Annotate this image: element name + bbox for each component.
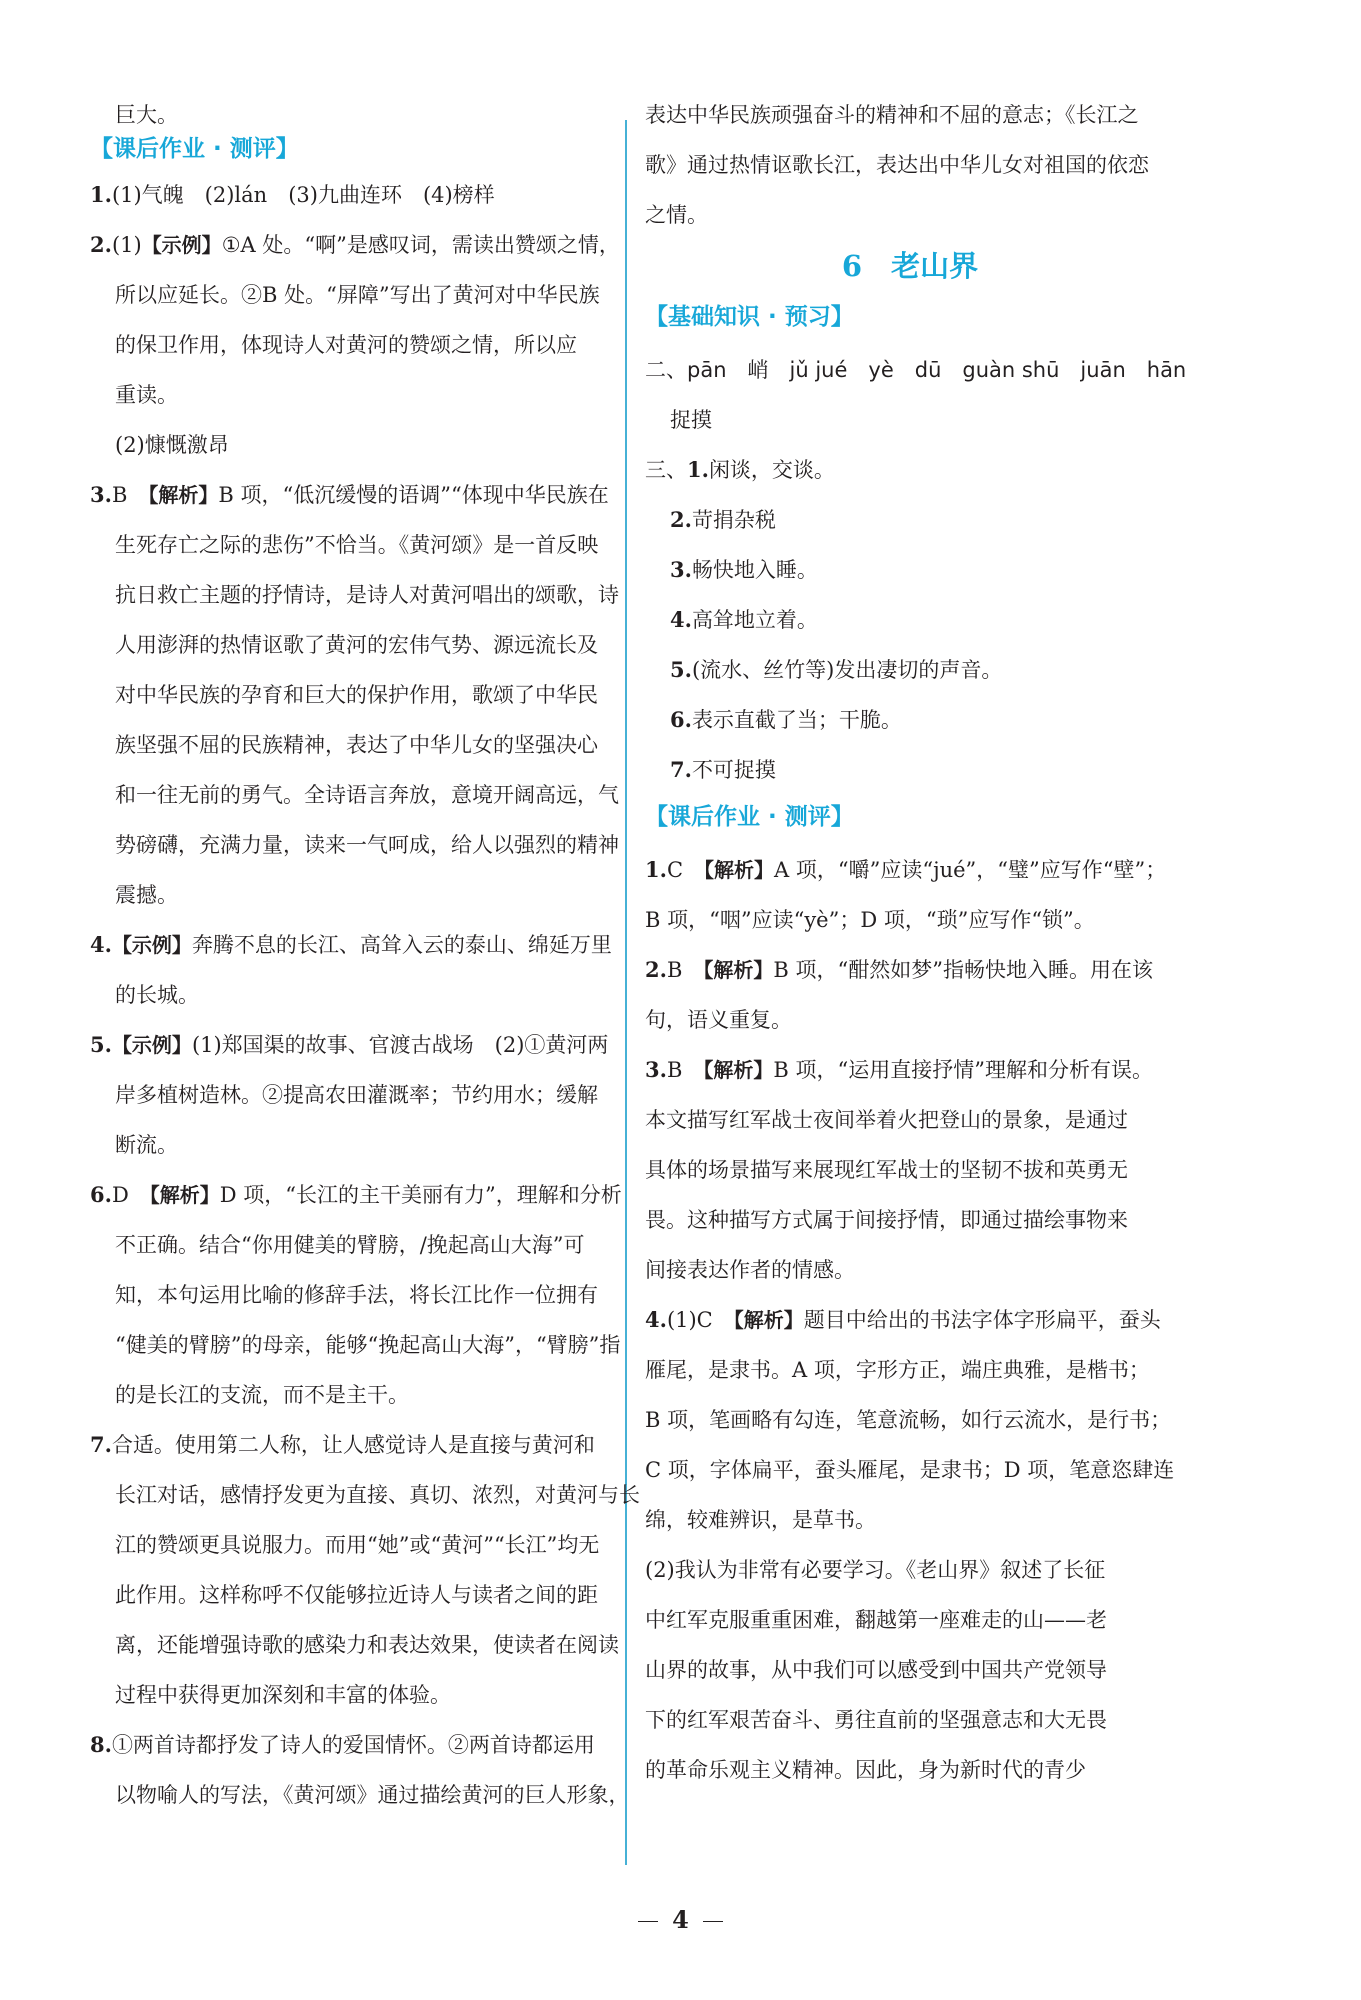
answer-text: 所以应延长。②B 处。“屏障”写出了黄河对中华民族 — [115, 283, 600, 307]
answer-text: A 项，“嚼”应读“jué”，“璧”应写作“壁”； — [774, 858, 1167, 882]
answer-text: (1)郑国渠的故事、官渡古战场 (2)①黄河两 — [191, 1033, 609, 1057]
page-number — [0, 1900, 1361, 1940]
question-number: 2. — [90, 232, 112, 257]
answer-text: B 项，“咽”应读“yè”；D 项，“琐”应写作“锁”。 — [645, 908, 1095, 932]
answer-text: B 项，“低沉缓慢的语调”“体现中华民族在 — [218, 483, 609, 507]
question-number: 3. — [90, 482, 112, 507]
answer-text: 人用澎湃的热情讴歌了黄河的宏伟气势、源远流长及 — [115, 633, 598, 657]
answer-text: 中红军克服重重困难，翻越第一座难走的山——老 — [645, 1608, 1107, 1632]
answer-text: B 项，笔画略有勾连，笔意流畅，如行云流水，是行书； — [645, 1408, 1172, 1432]
answer-text: 本文描写红军战士夜间举着火把登山的景象，是通过 — [645, 1108, 1128, 1132]
answer-text: 表达中华民族顽强奋斗的精神和不屈的意志；《长江之 — [645, 103, 1139, 127]
answer-text: 断流。 — [115, 1133, 178, 1157]
answer-text: 长江对话，感情抒发更为直接、真切、浓烈，对黄河与长 — [115, 1483, 640, 1507]
answer-text: 间接表达作者的情感。 — [645, 1258, 855, 1282]
answer-text: 不可捉摸 — [691, 758, 776, 782]
choice-answer: (1)C — [666, 1308, 734, 1332]
analysis-tag: 【解析】 — [148, 483, 219, 507]
item-number: 4. — [670, 607, 692, 632]
question-number: 6. — [90, 1182, 112, 1207]
example-tag: 【示例】 — [111, 933, 192, 957]
item-number: 6. — [670, 707, 692, 732]
example-tag: 【示例】 — [141, 233, 222, 257]
answer-text: 绵，较难辨识，是草书。 — [645, 1508, 876, 1532]
list-item — [645, 755, 1175, 785]
answer-text: 的革命乐观主义精神。因此，身为新时代的青少 — [645, 1758, 1086, 1782]
part-label: 二、 — [645, 358, 687, 382]
answer-text: 具体的场景描写来展现红军战士的坚韧不拔和英勇无 — [645, 1158, 1128, 1182]
answer-text: 生死存亡之际的悲伤”不恰当。《黄河颂》是一首反映 — [115, 533, 599, 557]
answer-text: 抗日救亡主题的抒情诗，是诗人对黄河唱出的颂歌，诗 — [115, 583, 619, 607]
question-number: 5. — [90, 1032, 112, 1057]
answer-text: (2)我认为非常有必要学习。《老山界》叙述了长征 — [645, 1558, 1106, 1582]
question-number: 1. — [645, 857, 667, 882]
answer-text: 对中华民族的孕育和巨大的保护作用，歌颂了中华民 — [115, 683, 598, 707]
answer-text: “健美的臂膀”的母亲，能够“挽起高山大海”，“臂膀”指 — [115, 1333, 621, 1357]
analysis-tag: 【解析】 — [704, 858, 775, 882]
lesson-title: 6 老山界 — [841, 249, 979, 283]
answer-text: 闲谈，交谈。 — [708, 458, 835, 482]
answer-text: 离，还能增强诗歌的感染力和表达效果，使读者在阅读 — [115, 1633, 619, 1657]
choice-answer: B — [111, 483, 149, 507]
question-number: 4. — [90, 932, 112, 957]
answer-text: 过程中获得更加深刻和丰富的体验。 — [115, 1683, 451, 1707]
answer-text: 高耸地立着。 — [691, 608, 818, 632]
answer-text: ①A 处。“啊”是感叹词，需读出赞颂之情， — [221, 233, 620, 257]
answer-text: 以物喻人的写法，《黄河颂》通过描绘黄河的巨人形象， — [115, 1783, 630, 1807]
analysis-tag: 【解析】 — [703, 1058, 774, 1082]
answer-text: 不正确。结合“你用健美的臂膀，/挽起高山大海”可 — [115, 1233, 585, 1257]
page-number-dash-right — [703, 1921, 723, 1922]
analysis-tag: 【解析】 — [733, 1308, 804, 1332]
column-divider — [625, 120, 627, 1865]
answer-text: 雁尾，是隶书。A 项，字形方正，端庄典雅，是楷书； — [645, 1358, 1150, 1382]
section-heading-homework: 【课后作业 · 测评】 — [90, 136, 299, 162]
list-item — [645, 555, 1175, 585]
answer-text: (1)气魄 (2)lán (3)九曲连环 (4)榜样 — [111, 183, 495, 207]
answer-text: (流水、丝竹等)发出凄切的声音。 — [691, 658, 1003, 682]
answer-text: 奔腾不息的长江、高耸入云的泰山、绵延万里 — [191, 933, 612, 957]
answer-text: 之情。 — [645, 203, 708, 227]
choice-answer: B — [666, 958, 704, 982]
answer-text: B 项，“运用直接抒情”理解和分析有误。 — [773, 1058, 1153, 1082]
question-number: 3. — [645, 1057, 667, 1082]
answer-text: 的长城。 — [115, 983, 199, 1007]
answer-text: 和一往无前的勇气。全诗语言奔放，意境开阔高远，气 — [115, 783, 619, 807]
question-1 — [90, 180, 622, 210]
item-number: 5. — [670, 657, 692, 682]
choice-answer: C — [666, 858, 705, 882]
example-tag: 【示例】 — [111, 1033, 192, 1057]
answer-text: 捉摸 — [670, 408, 712, 432]
pinyin-answers: pān 峭 jǔ jué yè dū guàn shū juān hān — [687, 358, 1187, 382]
answer-text: 知，本句运用比喻的修辞手法，将长江比作一位拥有 — [115, 1283, 598, 1307]
choice-answer: B — [666, 1058, 704, 1082]
answer-text: 苛捐杂税 — [691, 508, 776, 532]
answer-prefix: (1) — [111, 233, 142, 257]
answer-text: 此作用。这样称呼不仅能够拉近诗人与读者之间的距 — [115, 1583, 598, 1607]
answer-text: 表示直截了当；干脆。 — [691, 708, 902, 732]
item-number: 1. — [687, 457, 709, 482]
answer-text: 势磅礴，充满力量，读来一气呵成，给人以强烈的精神 — [115, 833, 619, 857]
question-number: 2. — [645, 957, 667, 982]
page-number-value: 4 — [672, 1905, 689, 1934]
question-number: 7. — [90, 1432, 112, 1457]
answer-text: 的是长江的支流，而不是主干。 — [115, 1383, 409, 1407]
question-number: 8. — [90, 1732, 112, 1757]
question-number: 4. — [645, 1307, 667, 1332]
answer-text: C 项，字体扁平，蚕头雁尾，是隶书；D 项，笔意恣肆连 — [645, 1458, 1175, 1482]
intro-tail: 巨大。 — [115, 103, 178, 127]
answer-text: B 项，“酣然如梦”指畅快地入睡。用在该 — [773, 958, 1153, 982]
part-label: 三、 — [645, 458, 687, 482]
section-heading-basic: 【基础知识 · 预习】 — [645, 304, 854, 330]
item-number: 3. — [670, 557, 692, 582]
analysis-tag: 【解析】 — [703, 958, 774, 982]
answer-text: 重读。 — [115, 383, 178, 407]
answer-text: 山界的故事，从中我们可以感受到中国共产党领导 — [645, 1658, 1107, 1682]
list-item — [645, 705, 1175, 735]
answer-text: 族坚强不屈的民族精神，表达了中华儿女的坚强决心 — [115, 733, 598, 757]
answer-text: ①两首诗都抒发了诗人的爱国情怀。②两首诗都运用 — [111, 1733, 595, 1757]
answer-text: 震撼。 — [115, 883, 178, 907]
answer-text: 江的赞颂更具说服力。而用“她”或“黄河”“长江”均无 — [115, 1533, 600, 1557]
choice-answer: D — [111, 1183, 150, 1207]
item-number: 7. — [670, 757, 692, 782]
answer-text: D 项，“长江的主干美丽有力”，理解和分析 — [219, 1183, 622, 1207]
analysis-tag: 【解析】 — [149, 1183, 220, 1207]
answer-text: 歌》通过热情讴歌长江，表达出中华儿女对祖国的依恋 — [645, 153, 1149, 177]
answer-text: 畏。这种描写方式属于间接抒情，即通过描绘事物来 — [645, 1208, 1128, 1232]
answer-text: 的保卫作用，体现诗人对黄河的赞颂之情，所以应 — [115, 333, 577, 357]
section-heading-homework: 【课后作业 · 测评】 — [645, 804, 854, 830]
question-number: 1. — [90, 182, 112, 207]
list-item — [645, 655, 1175, 685]
answer-text: 岸多植树造林。②提高农田灌溉率；节约用水；缓解 — [115, 1083, 598, 1107]
list-item — [645, 505, 1175, 535]
answer-text: 下的红军艰苦奋斗、勇往直前的坚强意志和大无畏 — [645, 1708, 1107, 1732]
page-number-dash-left — [638, 1921, 658, 1922]
list-item — [645, 605, 1175, 635]
answer-text: 合适。使用第二人称，让人感觉诗人是直接与黄河和 — [111, 1433, 595, 1457]
answer-text: 题目中给出的书法字体字形扁平，蚕头 — [803, 1308, 1161, 1332]
answer-text: (2)慷慨激昂 — [115, 433, 229, 457]
answer-text: 句，语义重复。 — [645, 1008, 792, 1032]
item-number: 2. — [670, 507, 692, 532]
answer-text: 畅快地入睡。 — [691, 558, 818, 582]
